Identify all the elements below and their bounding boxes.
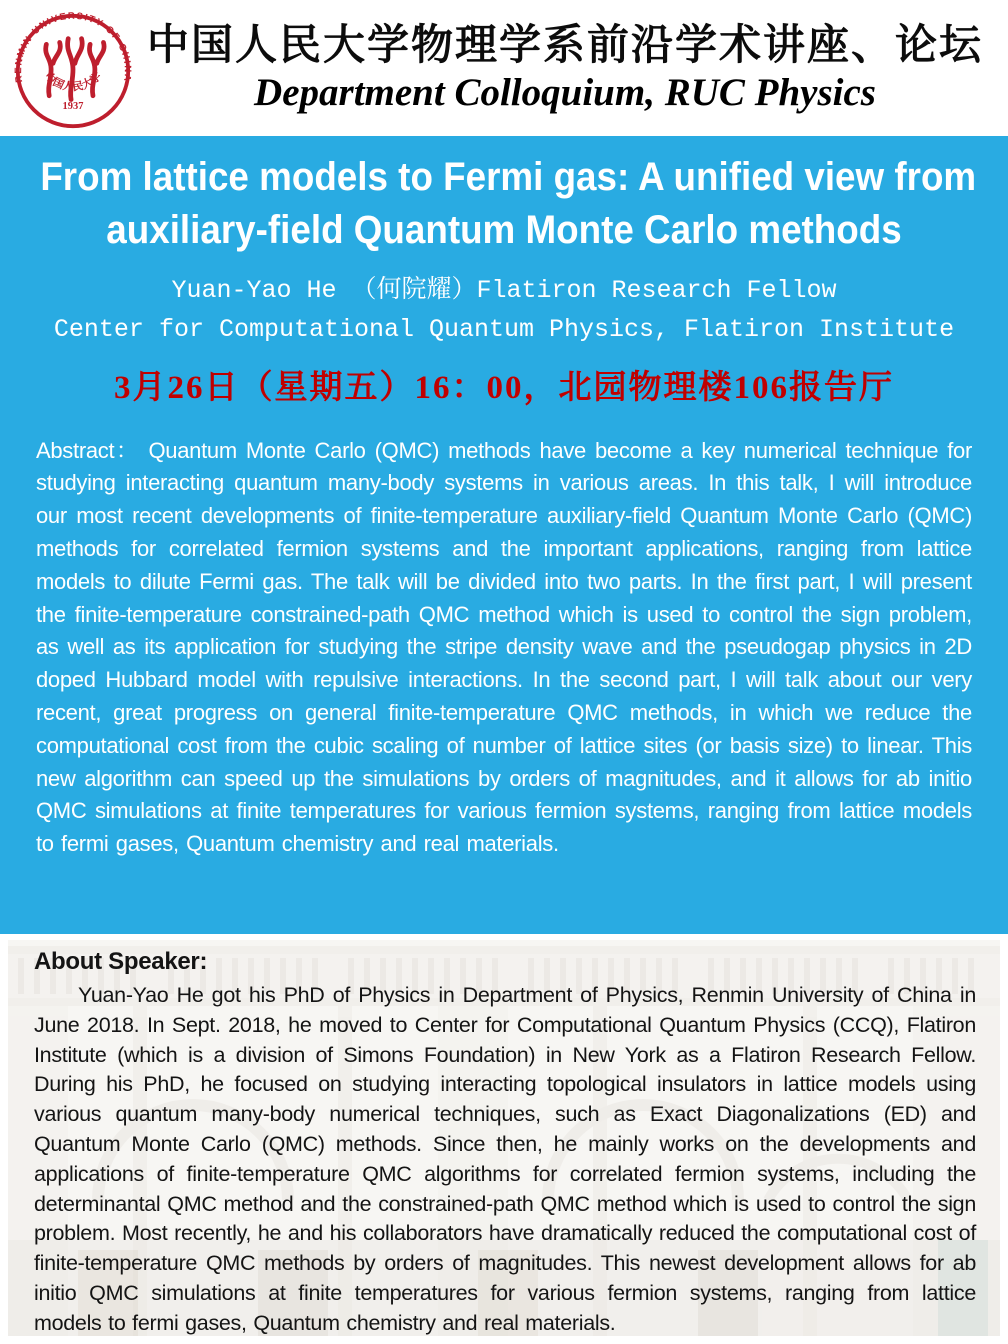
logo-ring-text-top: RENMIN UNIVERSITY OF CHINA [14,12,132,84]
speaker-name-affiliation: Yuan-Yao He （何院耀）Flatiron Research Fellow [171,276,837,305]
header [0,0,1008,136]
about-speaker-section [8,940,1000,1336]
department-title-en: Department Colloquium, RUC Physics [254,71,876,115]
about-speaker-heading: About Speaker: [34,948,208,975]
speaker-info [0,271,1008,349]
talk-section [0,136,1008,934]
header-titles [136,21,1008,115]
logo-year: 1937 [62,101,84,113]
abstract-text: Quantum Monte Carlo (QMC) methods have become a key numerical technique for studying interacting quantum many-body systems in various areas. In this talk, I will introduce our most recent developments of finite-temperature auxiliary-field Quantum Monte Carlo (QMC) methods for correlated fermion systems and the important applications, ranging from lattice models to dilute Fermi gas. The talk will be divided into two parts. In the first part, I will present the finite-temperature constrained-path QMC method which is used to control the sign problem, as well as its application for studying the stripe density wave and the pseudogap physics in 2D doped Hubbard model with repulsive interactions. In the second part, I will talk about our very recent, great progress on general finite-temperature QMC methods, in which we reduce the computational cost from the cubic scaling of number of lattice sites (or basis size) to linear. This new algorithm can speed up the simulations by orders of magnitudes, and it allows for ab initio QMC simulations at finite temperatures for various fermion systems, ranging from lattice models to fermi gases, Quantum chemistry and real materials. [36,437,973,857]
speaker-institute: Center for Computational Quantum Physics, Flatiron Institute [53,315,955,344]
ruc-seal-icon [14,12,132,130]
ruc-seal-logo [14,12,136,132]
speaker-bio: Yuan-Yao He got his PhD of Physics in Department of Physics, Renmin University of China in June 2018. In Sept. 2018, he moved to Center for Computational Quantum Physics (CCQ), Flatiron Institute (which is a division of Simons Foundation) in New York as a Flatiron Research Fellow. During his PhD, he focused on studying interacting topological insulators in lattice models using various quantum many-body numerical techniques, such as Exact Diagonalizations (ED) and Quantum Monte Carlo (QMC) methods. Since then, he mainly works on the developments and applications of finite-temperature QMC algorithms for correlated fermion systems, including the determinantal QMC method and the constrained-path QMC method which is used to control the sign problem. Most recently, he and his collaborators have dramatically reduced the computational cost of finite-temperature QMC methods by orders of magnitudes. This newest development allows for ab initio QMC simulations at finite temperatures for various fermion systems, ranging from lattice models to fermi gases, Quantum chemistry and real materials. [34,983,976,1335]
department-title-zh: 中国人民大学物理学系前沿学术讲座、论坛 [146,20,983,68]
talk-title-line2: auxiliary-field Quantum Monte Carlo methods [106,208,902,252]
about-content [8,940,1000,1336]
talk-title-line1: From lattice models to Fermi gas: A unified view from [40,155,977,199]
abstract-label: Abstract： [36,437,140,463]
logo-ring-text-bottom: 中国人民大学 [41,70,105,94]
abstract-paragraph [36,435,972,861]
datetime-location: 3月26日（星期五）16：00，北园物理楼106报告厅 [114,370,894,406]
talk-title [0,136,1008,257]
